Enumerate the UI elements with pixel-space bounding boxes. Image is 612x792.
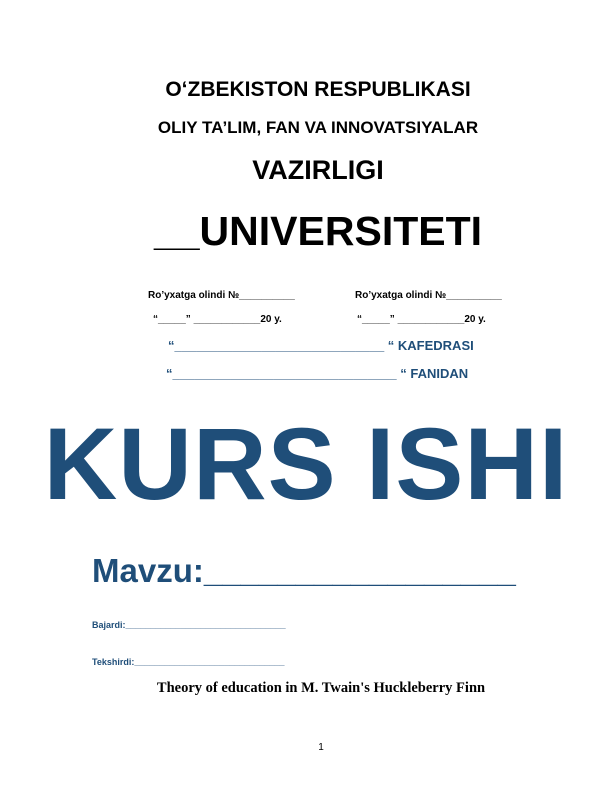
ministry-heading-line1: OLIY TA’LIM, FAN VA INNOVATSIYALAR bbox=[157, 118, 479, 137]
registration-date-left: “_____” ____________20 y. bbox=[153, 314, 282, 325]
paper-title: Theory of education in M. Twain's Huckleberry Finn bbox=[156, 680, 486, 696]
republic-heading: O‘ZBEKISTON RESPUBLIKASI bbox=[165, 78, 471, 101]
registration-left: Ro’yxatga olindi №__________ bbox=[148, 290, 295, 301]
registration-date-right: “_____” ____________20 y. bbox=[357, 314, 486, 325]
topic-line: Mavzu:_________________ bbox=[92, 552, 516, 589]
performed-by-line: Bajardi:________________________________ bbox=[92, 620, 286, 630]
ministry-heading-line2: VAZIRLIGI bbox=[252, 155, 384, 185]
main-title: KURS ISHI bbox=[43, 407, 569, 521]
subject-line: “_______________________________ “ FANIDAN bbox=[166, 366, 469, 381]
checked-by-line: Tekshirdi:______________________________ bbox=[92, 657, 285, 667]
university-heading: __UNIVERSITETI bbox=[153, 208, 483, 254]
registration-right: Ro’yxatga olindi №__________ bbox=[355, 290, 502, 301]
page-number: 1 bbox=[318, 742, 324, 753]
department-line: “_____________________________ “ KAFEDRASI bbox=[168, 338, 474, 353]
